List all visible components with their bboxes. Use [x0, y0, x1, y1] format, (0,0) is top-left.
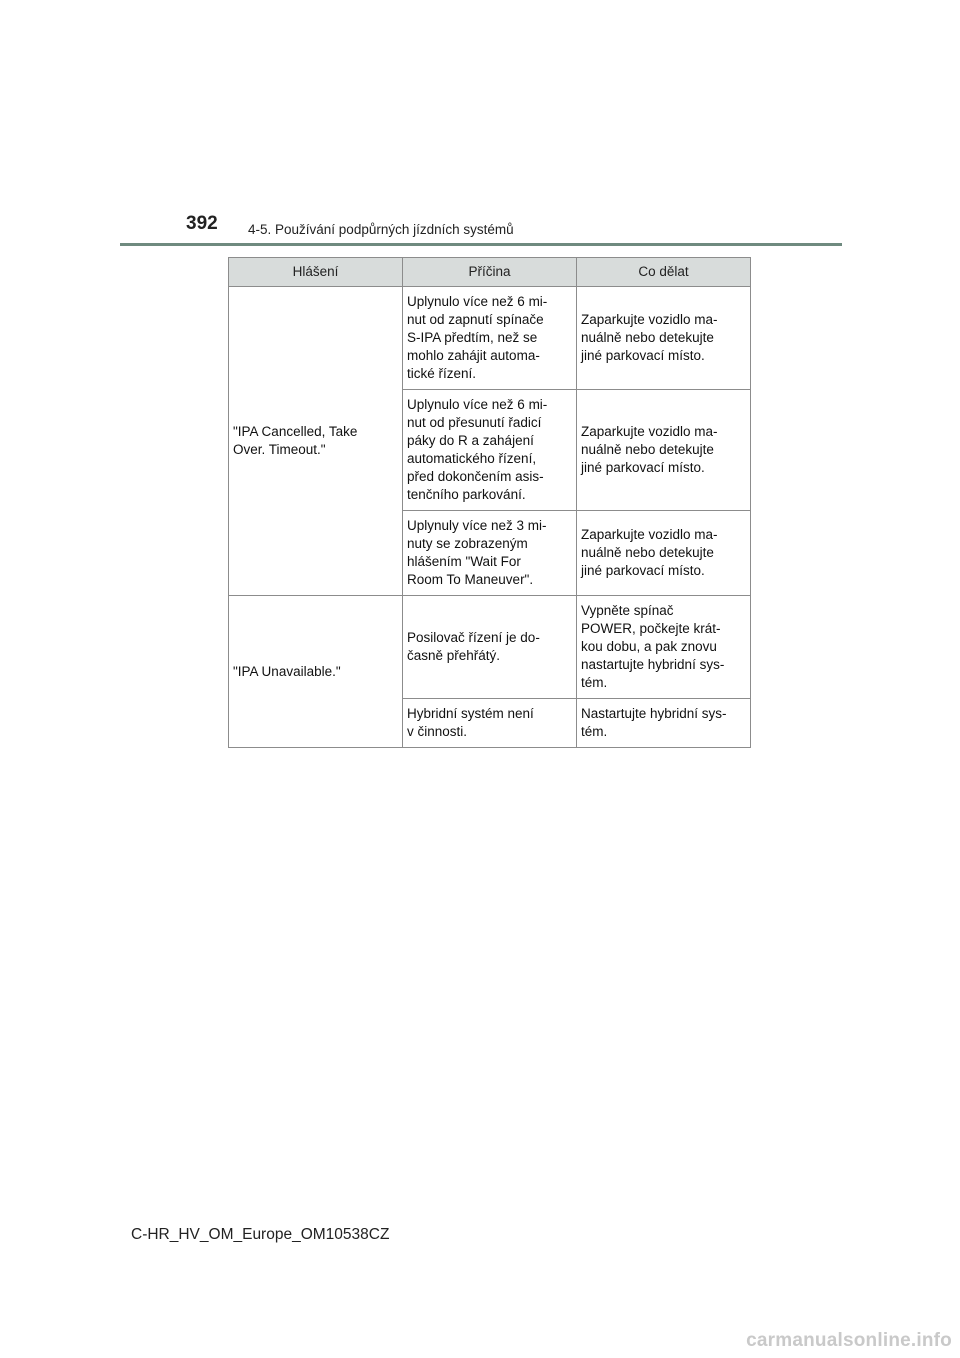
document-code: C-HR_HV_OM_Europe_OM10538CZ — [131, 1226, 390, 1243]
header-rule — [120, 243, 842, 246]
action-cell: Zaparkujte vozidlo ma- nuálně nebo detekujte jiné parkovací místo. — [577, 287, 751, 390]
cause-cell: Uplynulo více než 6 mi- nut od přesunutí řadicí páky do R a zahájení automatického řízení, před dokončením asis- tenčního parkování. — [403, 390, 577, 511]
table-header-row — [229, 258, 751, 287]
action-cell: Zaparkujte vozidlo ma- nuálně nebo detekujte jiné parkovací místo. — [577, 511, 751, 596]
action-cell: Vypněte spínač POWER, počkejte krát- kou dobu, a pak znovu nastartujte hybridní sys- tém. — [577, 596, 751, 699]
table-row — [229, 287, 751, 390]
column-header-message: Hlášení — [229, 258, 403, 287]
message-cell: "IPA Unavailable." — [229, 596, 403, 748]
table-row — [229, 596, 751, 699]
section-title: 4-5. Používání podpůrných jízdních systémů — [248, 222, 514, 237]
column-header-cause: Příčina — [403, 258, 577, 287]
cause-cell: Posilovač řízení je do- časně přehřátý. — [403, 596, 577, 699]
watermark: carmanualsonline.info — [746, 1330, 952, 1351]
message-table — [228, 257, 751, 748]
cause-cell: Uplynuly více než 3 mi- nuty se zobrazeným hlášením "Wait For Room To Maneuver". — [403, 511, 577, 596]
cause-cell: Uplynulo více než 6 mi- nut od zapnutí spínače S-IPA předtím, než se mohlo zahájit automa- tické řízení. — [403, 287, 577, 390]
page-number: 392 — [186, 213, 218, 234]
message-cell: "IPA Cancelled, Take Over. Timeout." — [229, 287, 403, 596]
action-cell: Zaparkujte vozidlo ma- nuálně nebo detekujte jiné parkovací místo. — [577, 390, 751, 511]
cause-cell: Hybridní systém není v činnosti. — [403, 699, 577, 748]
column-header-action: Co dělat — [577, 258, 751, 287]
action-cell: Nastartujte hybridní sys- tém. — [577, 699, 751, 748]
